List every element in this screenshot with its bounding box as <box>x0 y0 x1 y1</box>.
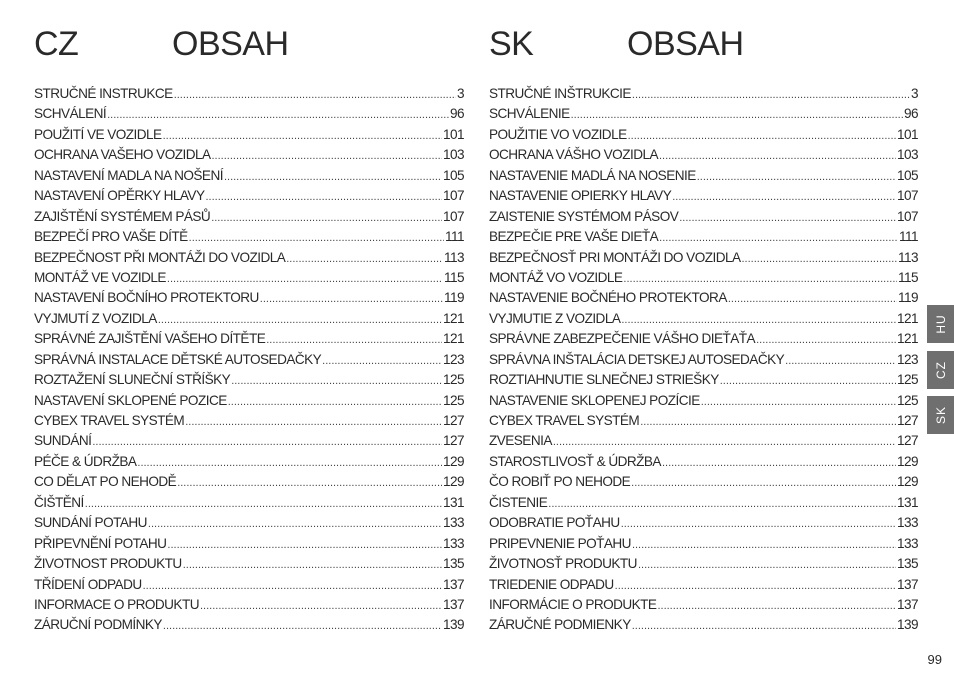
toc-entry-page: 127 <box>442 413 464 428</box>
toc-entry-page: 129 <box>896 453 918 469</box>
toc-dot-leader <box>137 457 442 469</box>
toc-entry-title: BEZPEČNOSŤ PRI MONTÁŽI DO VOZIDLA <box>489 249 741 265</box>
toc-entry-page: 131 <box>896 494 918 510</box>
toc-entry[interactable] <box>489 536 918 556</box>
toc-entry-title: ČIŠTĚNÍ <box>34 494 84 510</box>
toc-entry[interactable] <box>489 597 918 617</box>
toc-dot-leader <box>143 580 442 592</box>
toc-dot-leader <box>623 273 897 285</box>
toc-entry[interactable] <box>34 331 464 351</box>
toc-entry[interactable] <box>34 556 464 576</box>
toc-entry-title: CYBEX TRAVEL SYSTÉM <box>489 413 640 428</box>
toc-entry-title: TRIEDENIE ODPADU <box>489 576 614 592</box>
toc-entry-title: NASTAVENÍ SKLOPENÉ POZICE <box>34 392 227 408</box>
toc-entry-title: NASTAVENÍ BOČNÍHO PROTEKTORU <box>34 290 259 306</box>
toc-entry-page: 129 <box>896 474 918 490</box>
toc-entry[interactable] <box>34 536 464 556</box>
toc-dot-leader <box>697 171 896 183</box>
toc-dot-leader <box>107 109 449 121</box>
toc-entry-title: STAROSTLIVOSŤ & ÚDRŽBA <box>489 453 661 469</box>
toc-entry-title: ZVESENIA <box>489 433 552 449</box>
language-code-cz: CZ <box>34 25 79 63</box>
toc-entry-title: ROZTIAHNUTIE SLNEČNEJ STRIEŠKY <box>489 372 719 388</box>
toc-dot-leader <box>163 620 442 632</box>
toc-entry[interactable] <box>34 147 464 167</box>
toc-dot-leader <box>85 498 442 510</box>
toc-entry[interactable] <box>489 168 918 188</box>
toc-entry-page: 127 <box>896 413 918 428</box>
toc-list-cz <box>34 86 464 638</box>
toc-entry[interactable] <box>489 577 918 597</box>
toc-entry-title: NASTAVENIE BOČNÉHO PROTEKTORA <box>489 290 727 306</box>
toc-entry-page: 101 <box>442 126 464 142</box>
language-tab-label: CZ <box>933 361 948 379</box>
toc-entry-title: PÉČE & ÚDRŽBA <box>34 453 137 469</box>
toc-entry[interactable] <box>34 413 464 433</box>
toc-entry-page: 105 <box>896 167 918 183</box>
toc-entry[interactable] <box>489 311 918 331</box>
toc-entry-page: 137 <box>442 596 464 612</box>
toc-entry[interactable] <box>489 229 918 249</box>
toc-dot-leader <box>211 212 442 224</box>
toc-entry-page: 111 <box>898 229 918 245</box>
toc-entry-page: 139 <box>442 617 464 633</box>
toc-dot-leader <box>200 600 442 612</box>
toc-dot-leader <box>672 191 896 203</box>
toc-entry-page: 123 <box>896 351 918 367</box>
toc-dot-leader <box>679 212 896 224</box>
toc-entry-page: 113 <box>897 249 918 265</box>
toc-entry-page: 113 <box>443 249 464 265</box>
toc-entry-page: 107 <box>896 208 918 224</box>
toc-entry[interactable] <box>489 127 918 147</box>
toc-entry-title: PRIPEVNENIE POŤAHU <box>489 535 631 551</box>
toc-dot-leader <box>728 293 897 305</box>
toc-entry[interactable] <box>34 250 464 270</box>
toc-entry-title: SPRÁVNÉ ZAJIŠTĚNÍ VAŠEHO DÍTĚTE <box>34 331 266 347</box>
toc-entry-title: ZAJIŠTĚNÍ SYSTÉMEM PÁSŮ <box>34 208 211 224</box>
toc-entry-title: POUŽITIE VO VOZIDLE <box>489 126 627 142</box>
toc-entry-page: 133 <box>442 515 464 531</box>
toc-entry[interactable] <box>34 474 464 494</box>
toc-entry-title: OCHRANA VÁŠHO VOZIDLA <box>489 147 658 163</box>
toc-entry[interactable] <box>34 577 464 597</box>
toc-entry-page: 101 <box>896 126 918 142</box>
toc-entry-page: 103 <box>442 147 464 163</box>
toc-entry-title: STRUČNÉ INŠTRUKCIE <box>489 86 631 101</box>
toc-entry-page: 107 <box>896 188 918 204</box>
toc-entry[interactable] <box>34 209 464 229</box>
toc-dot-leader <box>621 314 896 326</box>
toc-entry-page: 111 <box>444 229 464 245</box>
toc-entry-title: VYJMUTIE Z VOZIDLA <box>489 310 621 326</box>
toc-entry[interactable] <box>34 311 464 331</box>
toc-entry[interactable] <box>34 352 464 372</box>
toc-entry[interactable] <box>489 454 918 474</box>
language-tab-label: HU <box>933 314 948 334</box>
toc-entry-title: TŘÍDENÍ ODPADU <box>34 576 142 592</box>
toc-dot-leader <box>659 150 896 162</box>
toc-entry-page: 125 <box>442 392 464 408</box>
toc-entry-title: POUŽITÍ VE VOZIDLE <box>34 126 162 142</box>
toc-title-sk: OBSAH <box>627 25 744 63</box>
toc-entry-title: ČO ROBIŤ PO NEHODE <box>489 474 631 490</box>
language-tab-hu[interactable] <box>927 305 954 343</box>
toc-title-cz: OBSAH <box>172 25 289 63</box>
toc-entry[interactable] <box>489 495 918 515</box>
toc-entry-title: MONTÁŽ VO VOZIDLE <box>489 269 623 285</box>
toc-entry-title: NASTAVENIE SKLOPENEJ POZÍCIE <box>489 392 700 408</box>
toc-entry-page: 121 <box>442 331 464 347</box>
toc-entry-title: ROZTAŽENÍ SLUNEČNÍ STŘÍŠKY <box>34 372 231 388</box>
toc-entry-title: ZÁRUČNÉ PODMIENKY <box>489 617 631 633</box>
toc-entry[interactable] <box>489 188 918 208</box>
toc-entry[interactable] <box>489 352 918 372</box>
toc-entry[interactable] <box>34 127 464 147</box>
toc-entry[interactable] <box>489 250 918 270</box>
toc-dot-leader <box>167 539 442 551</box>
toc-entry-page: 125 <box>896 372 918 388</box>
toc-entry-title: BEZPEČIE PRE VAŠE DIEŤA <box>489 229 659 245</box>
toc-entry-title: SPRÁVNÁ INSTALACE DĚTSKÉ AUTOSEDAČKY <box>34 351 322 367</box>
toc-dot-leader <box>632 539 896 551</box>
toc-entry-page: 119 <box>443 290 464 306</box>
toc-entry-page: 137 <box>442 576 464 592</box>
toc-dot-leader <box>615 580 896 592</box>
toc-entry[interactable] <box>34 393 464 413</box>
toc-entry-page: 123 <box>442 351 464 367</box>
toc-entry-page: 127 <box>442 433 464 449</box>
toc-entry-page: 127 <box>896 433 918 449</box>
toc-entry-page: 129 <box>442 453 464 469</box>
toc-entry-page: 125 <box>896 392 918 408</box>
toc-entry[interactable] <box>489 515 918 535</box>
toc-entry-page: 129 <box>442 474 464 490</box>
toc-entry[interactable] <box>489 372 918 392</box>
toc-entry-page: 121 <box>896 331 918 347</box>
toc-dot-leader <box>662 457 896 469</box>
toc-dot-leader <box>621 518 896 530</box>
toc-entry-title: NASTAVENIE MADLÁ NA NOSENIE <box>489 167 696 183</box>
toc-entry-page: 131 <box>442 494 464 510</box>
toc-dot-leader <box>260 293 443 305</box>
toc-entry-title: ŽIVOTNOST PRODUKTU <box>34 556 182 572</box>
toc-entry-title: SCHVÁLENIE <box>489 106 570 122</box>
language-tab-sk[interactable] <box>927 396 954 434</box>
toc-dot-leader <box>205 191 442 203</box>
toc-dot-leader <box>228 396 442 408</box>
toc-dot-leader <box>183 559 442 571</box>
toc-dot-leader <box>638 559 896 571</box>
toc-entry-page: 135 <box>896 556 918 572</box>
toc-entry-page: 3 <box>910 86 918 101</box>
toc-dot-leader <box>553 436 896 448</box>
toc-entry-title: VYJMUTÍ Z VOZIDLA <box>34 310 157 326</box>
toc-dot-leader <box>657 600 896 612</box>
toc-entry-page: 133 <box>442 535 464 551</box>
toc-entry[interactable] <box>489 270 918 290</box>
language-tab-label: SK <box>933 405 948 425</box>
toc-entry-page: 135 <box>442 556 464 572</box>
toc-entry-title: ZAISTENIE SYSTÉMOM PÁSOV <box>489 208 679 224</box>
toc-entry-title: ODOBRATIE POŤAHU <box>489 515 620 531</box>
toc-dot-leader <box>632 89 910 101</box>
toc-dot-leader <box>212 150 442 162</box>
toc-entry[interactable] <box>489 147 918 167</box>
toc-entry-title: SPRÁVNA INŠTALÁCIA DETSKEJ AUTOSEDAČKY <box>489 351 785 367</box>
toc-entry-page: 137 <box>896 596 918 612</box>
toc-entry-title: MONTÁŽ VE VOZIDLE <box>34 269 166 285</box>
toc-entry[interactable] <box>34 106 464 126</box>
toc-entry-page: 137 <box>896 576 918 592</box>
section-heading-sk <box>489 22 918 66</box>
toc-entry[interactable] <box>489 209 918 229</box>
toc-entry[interactable] <box>489 556 918 576</box>
toc-dot-leader <box>548 498 896 510</box>
toc-dot-leader <box>231 375 442 387</box>
toc-entry-page: 115 <box>897 269 918 285</box>
toc-entry-title: OCHRANA VAŠEHO VOZIDLA <box>34 147 211 163</box>
toc-entry-page: 107 <box>442 188 464 204</box>
toc-entry-title: SPRÁVNE ZABEZPEČENIE VÁŠHO DIEŤAŤA <box>489 331 756 347</box>
toc-entry-page: 119 <box>897 290 918 306</box>
toc-dot-leader <box>148 518 442 530</box>
toc-entry[interactable] <box>489 474 918 494</box>
toc-entry-page: 125 <box>442 372 464 388</box>
toc-entry[interactable] <box>34 188 464 208</box>
toc-entry-title: ZÁRUČNÍ PODMÍNKY <box>34 617 162 633</box>
toc-entry-page: 96 <box>903 106 918 122</box>
toc-dot-leader <box>785 355 896 367</box>
toc-entry-page: 139 <box>896 617 918 633</box>
toc-dot-leader <box>322 355 442 367</box>
toc-dot-leader <box>286 253 443 265</box>
toc-dot-leader <box>571 109 903 121</box>
language-code-sk: SK <box>489 25 534 63</box>
toc-entry-title: STRUČNÉ INSTRUKCE <box>34 86 173 101</box>
toc-entry-page: 107 <box>442 208 464 224</box>
toc-entry-title: NASTAVENÍ MADLA NA NOŠENÍ <box>34 167 223 183</box>
toc-entry[interactable] <box>34 229 464 249</box>
toc-entry[interactable] <box>489 331 918 351</box>
toc-entry-page: 96 <box>449 106 464 122</box>
section-heading-cz <box>34 22 464 66</box>
toc-entry-title: ČISTENIE <box>489 494 548 510</box>
toc-entry-title: ŽIVOTNOSŤ PRODUKTU <box>489 556 637 572</box>
toc-dot-leader <box>742 253 897 265</box>
toc-entry-page: 115 <box>443 269 464 285</box>
toc-entry[interactable] <box>34 597 464 617</box>
toc-entry-title: INFORMÁCIE O PRODUKTE <box>489 596 657 612</box>
toc-entry[interactable] <box>34 515 464 535</box>
language-tab-cz[interactable] <box>927 351 954 389</box>
toc-entry-page: 121 <box>442 310 464 326</box>
toc-dot-leader <box>174 89 456 101</box>
toc-entry[interactable] <box>34 433 464 453</box>
toc-entry[interactable] <box>489 393 918 413</box>
toc-dot-leader <box>631 477 896 489</box>
toc-entry[interactable] <box>489 433 918 453</box>
toc-entry[interactable] <box>34 270 464 290</box>
toc-entry-page: 121 <box>896 310 918 326</box>
toc-entry-title: SUNDÁNÍ <box>34 433 92 449</box>
toc-dot-leader <box>224 171 442 183</box>
toc-entry-page: 133 <box>896 515 918 531</box>
page-number: 99 <box>927 652 942 667</box>
toc-entry-title: BEZPEČÍ PRO VAŠE DÍTĚ <box>34 229 188 245</box>
toc-entry[interactable] <box>34 454 464 474</box>
toc-entry-title: PŘIPEVNĚNÍ POTAHU <box>34 535 167 551</box>
toc-entry-page: 3 <box>456 86 464 101</box>
toc-dot-leader <box>640 416 896 428</box>
toc-entry-title: INFORMACE O PRODUKTU <box>34 596 199 612</box>
toc-entry-title: CO DĚLAT PO NEHODĚ <box>34 474 177 490</box>
toc-entry[interactable] <box>34 495 464 515</box>
toc-dot-leader <box>632 620 896 632</box>
toc-dot-leader <box>720 375 896 387</box>
toc-dot-leader <box>659 232 898 244</box>
toc-dot-leader <box>177 477 442 489</box>
toc-dot-leader <box>189 232 444 244</box>
toc-entry[interactable] <box>489 86 918 106</box>
toc-entry-page: 133 <box>896 535 918 551</box>
toc-dot-leader <box>167 273 443 285</box>
toc-entry-page: 103 <box>896 147 918 163</box>
toc-dot-leader <box>756 334 896 346</box>
toc-dot-leader <box>158 314 442 326</box>
toc-dot-leader <box>92 436 442 448</box>
toc-dot-leader <box>628 130 896 142</box>
toc-entry[interactable] <box>489 413 918 433</box>
toc-entry[interactable] <box>34 372 464 392</box>
toc-entry[interactable] <box>34 86 464 106</box>
toc-entry-page: 105 <box>442 167 464 183</box>
toc-dot-leader <box>163 130 442 142</box>
toc-entry-title: BEZPEČNOST PŘI MONTÁŽI DO VOZIDLA <box>34 249 286 265</box>
toc-entry[interactable] <box>489 106 918 126</box>
toc-entry-title: NASTAVENIE OPIERKY HLAVY <box>489 188 672 204</box>
toc-list-sk <box>489 86 918 638</box>
toc-entry[interactable] <box>34 617 464 637</box>
toc-entry-title: CYBEX TRAVEL SYSTÉM <box>34 413 185 428</box>
toc-entry[interactable] <box>34 290 464 310</box>
toc-dot-leader <box>701 396 896 408</box>
toc-dot-leader <box>185 416 442 428</box>
toc-entry[interactable] <box>34 168 464 188</box>
toc-entry[interactable] <box>489 617 918 637</box>
toc-dot-leader <box>266 334 442 346</box>
toc-entry-title: SCHVÁLENÍ <box>34 106 107 122</box>
toc-entry-title: SUNDÁNÍ POTAHU <box>34 515 147 531</box>
toc-entry[interactable] <box>489 290 918 310</box>
toc-entry-title: NASTAVENÍ OPĚRKY HLAVY <box>34 188 205 204</box>
